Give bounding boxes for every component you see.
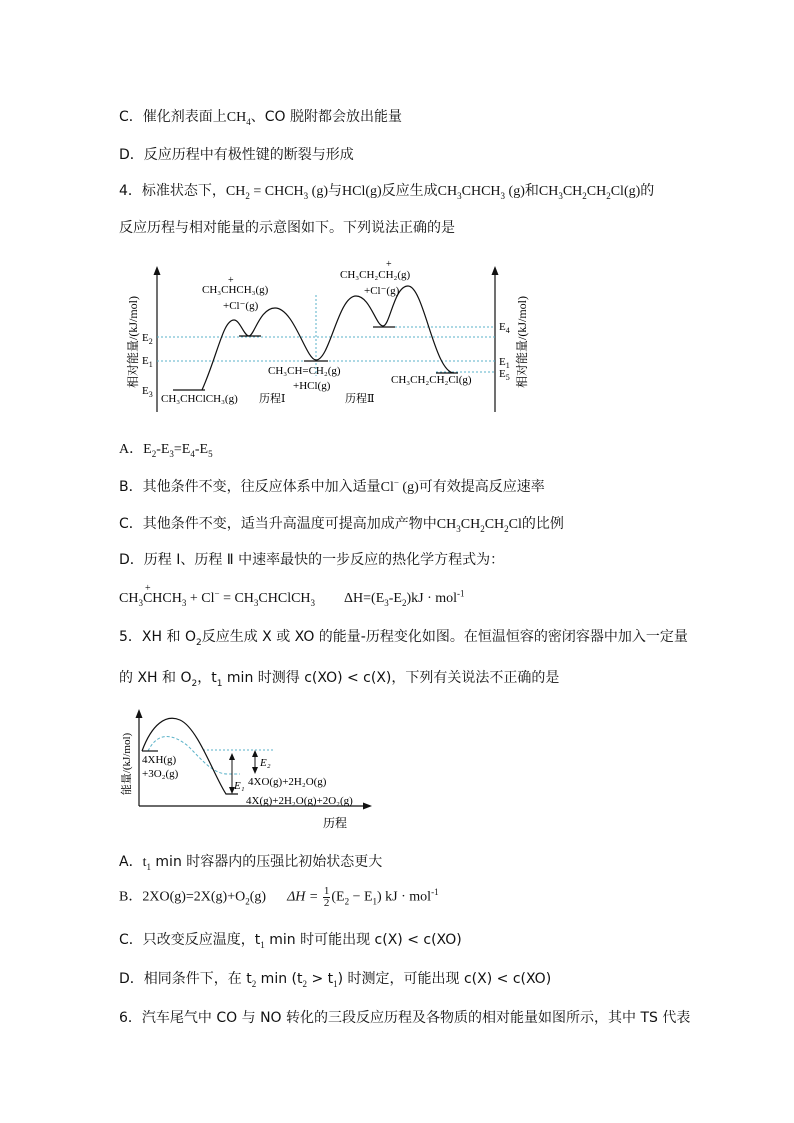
q5-option-d: D．相同条件下，在 $t_2$ $\min (t_2 > t_1)$ 时测定，可能出现 c(X) < c(XO) [119, 971, 552, 989]
q5-option-c: C．只改变反应温度，$t_1$ min 时可能出现 c(X) < c(XO) [119, 932, 462, 950]
svg-text:+3O₂(g): +3O₂(g) [142, 768, 179, 780]
q4-option-c: C．其他条件不变，适当升高温度可提高加成产物中$CH_3CH_2CH_2Cl$的比例 [119, 516, 564, 534]
svg-text:E₁: E₁ [234, 780, 245, 792]
q5-stem-line2: 的 XH 和 $O_2$，$t_1$ min 时测得 c(XO) < c(X)，下列有关说法不正确的是 [119, 670, 560, 689]
q6-stem: 6．汽车尾气中 CO 与 NO 转化的三段反应历程及各物质的相对能量如图所示，其中 TS 代表 [119, 1010, 691, 1026]
q3-option-c: C．催化剂表面上$CH_4$、CO 脱附都会放出能量 [119, 109, 402, 127]
label-path2: 历程Ⅱ [345, 393, 375, 405]
svg-text:+: + [228, 275, 234, 286]
label-E4-right: $E_4$ [499, 321, 510, 335]
q5-energy-diagram [118, 706, 380, 836]
q4-stem-line2: 反应历程与相对能量的示意图如下。下列说法正确的是 [119, 220, 455, 236]
label-path1: 历程Ⅰ [259, 393, 286, 405]
q5-x-label: 历程 [323, 816, 348, 830]
q4-stem-line1: 4．标准状态下，$CH_2$ = $CHCH_3$ (g)与HCl(g)反应生成$CH_3CHCH_3$ (g)和$CH_3CH_2CH_2Cl(g)$的 [119, 183, 655, 201]
svg-text:E₂: E₂ [260, 757, 271, 769]
label-int1b: +Cl⁻(g) [223, 300, 259, 312]
label-end: CH₃CH₂CH₂Cl(g) [391, 374, 472, 386]
label-mid1: CH₃CH=CH₂(g) [268, 365, 341, 377]
svg-text:4XH(g): 4XH(g) [142, 754, 177, 766]
q3-option-d: D．反应历程中有极性键的断裂与形成 [119, 147, 354, 163]
q4-equation: $CH_3$ + $CHCH_3 + Cl^-$ = $CH_3CHClCH_3$ $\Delta H=(E_3-E_2)kJ \cdot mol^{-1}$ [119, 583, 465, 608]
left-axis-label: 相对能量/(kJ/mol) [126, 296, 140, 388]
q5-y-label: 能量/(kJ/mol) [121, 732, 133, 796]
label-int2a: CH₃CH₂CH₂(g) [340, 269, 411, 281]
q4-option-b: B．其他条件不变，往反应体系中加入适量Cl− (g)可有效提高反应速率 [119, 477, 545, 495]
label-E1-right: $E_1$ [499, 356, 510, 370]
label-E2: $E_2$ [142, 332, 153, 346]
label-E1: $E_1$ [142, 355, 153, 369]
right-axis-label: 相对能量/(kJ/mol) [515, 296, 529, 388]
label-E5-right: $E_5$ [499, 368, 510, 382]
svg-text:4XO(g)+2H₂O(g): 4XO(g)+2H₂O(g) [248, 776, 327, 788]
q4-energy-diagram [118, 250, 538, 418]
label-int1a: CH₃CHCH₃(g) [202, 284, 269, 296]
q4-option-a: A．$E_2-E_3=E_4-E_5$ [119, 442, 213, 459]
svg-text:4X(g)+2H₂O(g)+2O₂(g): 4X(g)+2H₂O(g)+2O₂(g) [246, 795, 353, 807]
q5-option-b: B．$2XO(g)=2X(g)+O_2(g) \Delta H$ = $\frac{1}{2}$ $(E_2 - E_1)$ kJ · mol$^{-1}$ [119, 885, 439, 909]
label-mid2: +HCl(g) [293, 380, 331, 392]
label-E3: $E_3$ [142, 385, 153, 399]
svg-text:+: + [386, 259, 392, 270]
q4-option-d: D．历程 Ⅰ、历程 Ⅱ 中速率最快的一步反应的热化学方程式为： [119, 552, 505, 568]
q5-option-a: A．$t_1$ min 时容器内的压强比初始状态更大 [119, 854, 383, 872]
q5-stem-line1: 5．XH 和 $O_2$反应生成 X 或 XO 的能量-历程变化如图。在恒温恒容的密闭容器中加入一定量 [119, 629, 688, 648]
label-start: CH₃CHClCH₃(g) [161, 393, 238, 405]
label-int2b: +Cl⁻(g) [364, 285, 400, 297]
